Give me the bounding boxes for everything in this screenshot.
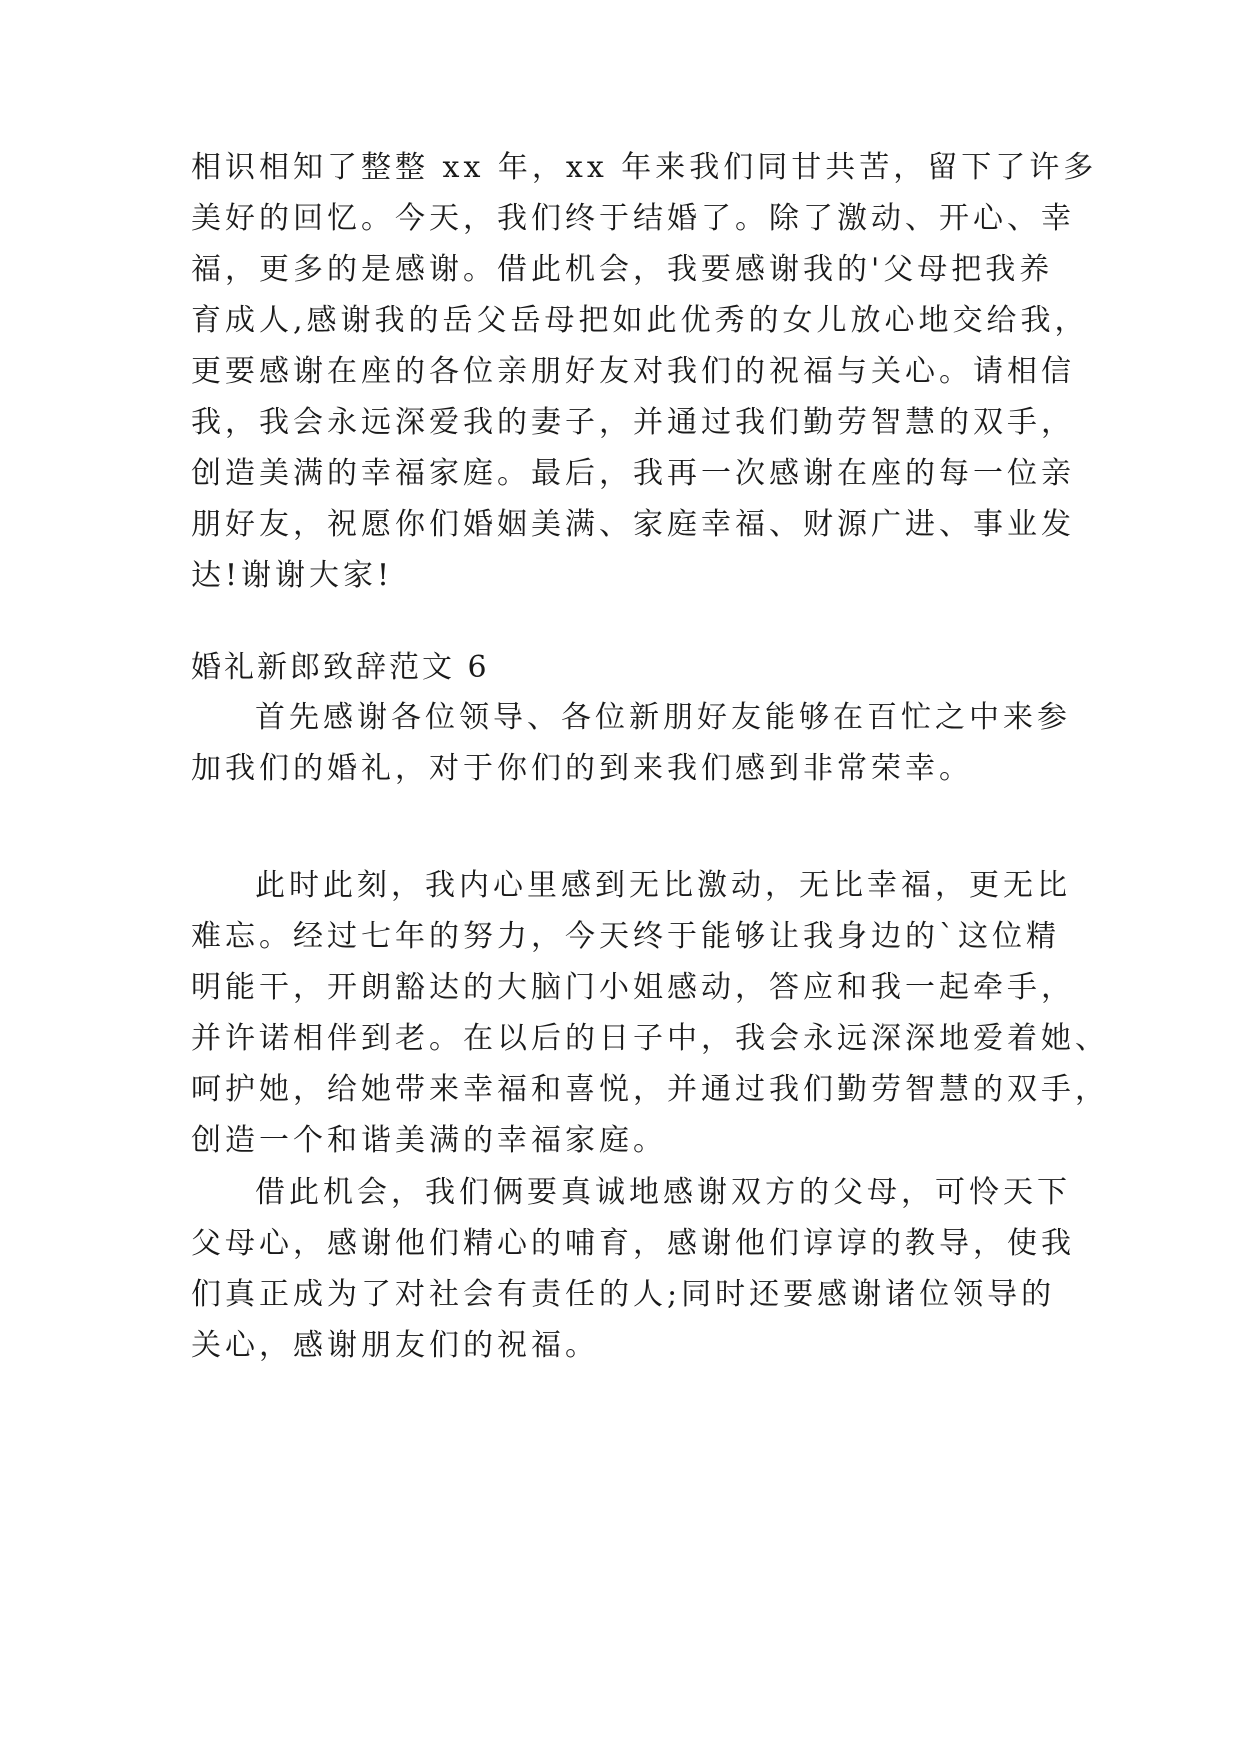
text-line: 福，更多的是感谢。借此机会，我要感谢我的'父母把我养 [191, 252, 1054, 287]
text-line: 难忘。经过七年的努力，今天终于能够让我身边的`这位精 [191, 919, 1060, 954]
text-line: 呵护她，给她带来幸福和喜悦，并通过我们勤劳智慧的双手， [191, 1072, 1109, 1107]
text-line: 育成人,感谢我的岳父岳母把如此优秀的女儿放心地交给我， [191, 303, 1089, 338]
text-line: 更要感谢在座的各位亲朋好友对我们的祝福与关心。请相信 [191, 354, 1075, 389]
text-line: 我，我会永远深爱我的妻子，并通过我们勤劳智慧的双手， [191, 405, 1075, 440]
text-line: 朋好友，祝愿你们婚姻美满、家庭幸福、财源广进、事业发 [191, 507, 1075, 542]
text-line: 创造美满的幸福家庭。最后，我再一次感谢在座的每一位亲 [191, 456, 1075, 491]
text-line: 并许诺相伴到老。在以后的日子中，我会永远深深地爱着她、 [191, 1021, 1109, 1056]
text-line: 首先感谢各位领导、各位新朋好友能够在百忙之中来参 [255, 700, 1071, 735]
text-line: 加我们的婚礼，对于你们的到来我们感到非常荣幸。 [191, 751, 973, 786]
text-line: 借此机会，我们俩要真诚地感谢双方的父母，可怜天下 [255, 1175, 1071, 1210]
section-title: 婚礼新郎致辞范文 6 [191, 650, 490, 685]
text-line: 此时此刻，我内心里感到无比激动，无比幸福，更无比 [255, 868, 1071, 903]
text-line: 父母心，感谢他们精心的哺育，感谢他们谆谆的教导，使我 [191, 1226, 1075, 1261]
text-line: 关心，感谢朋友们的祝福。 [191, 1328, 599, 1363]
text-line: 达!谢谢大家! [191, 558, 394, 593]
text-line: 明能干，开朗豁达的大脑门小姐感动，答应和我一起牵手， [191, 970, 1075, 1005]
text-line: 相识相知了整整 xx 年，xx 年来我们同甘共苦，留下了许多 [191, 150, 1098, 185]
text-line: 们真正成为了对社会有责任的人;同时还要感谢诸位领导的 [191, 1277, 1056, 1312]
text-line: 美好的回忆。今天，我们终于结婚了。除了激动、开心、幸 [191, 201, 1075, 236]
text-line: 创造一个和谐美满的幸福家庭。 [191, 1123, 667, 1158]
